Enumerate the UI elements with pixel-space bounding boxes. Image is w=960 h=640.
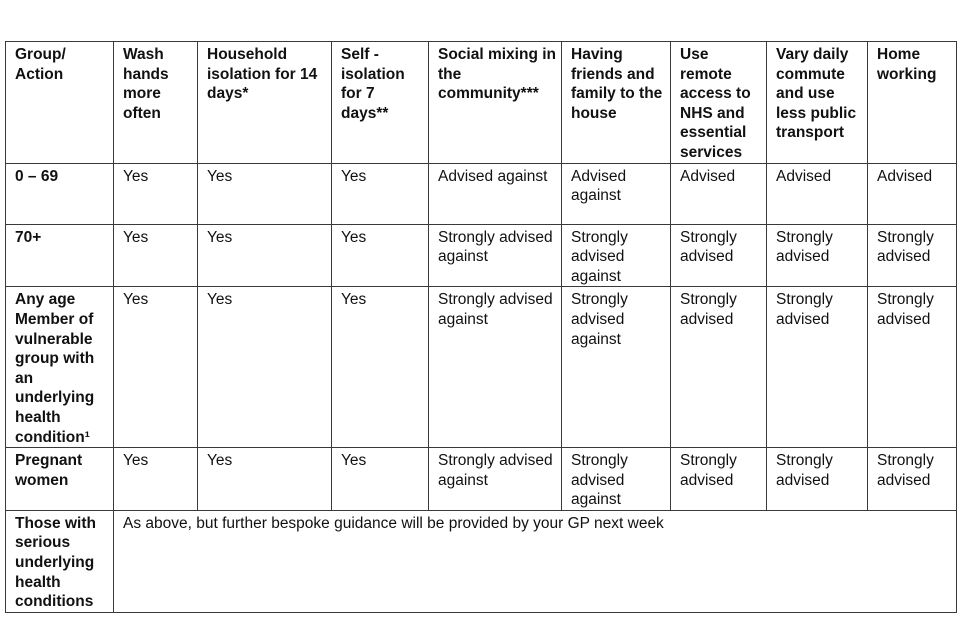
header-vary-commute: Vary daily commute and use less public transport (767, 42, 868, 164)
table-cell: Advised against (429, 163, 562, 224)
group-cell: Those with serious underlying health conditions (6, 510, 114, 612)
group-cell: Any age Member of vulnerable group with an underlying health condition¹ (6, 287, 114, 448)
table-cell: Yes (332, 163, 429, 224)
table-row (6, 510, 957, 612)
table-cell: Strongly advised (671, 224, 767, 287)
header-wash-hands: Wash hands more often (114, 42, 198, 164)
table-row (6, 224, 957, 287)
group-cell: 70+ (6, 224, 114, 287)
table-row (6, 287, 957, 448)
table-cell: Yes (114, 163, 198, 224)
table-cell: Strongly advised against (429, 224, 562, 287)
header-friends-family: Having friends and family to the house (562, 42, 671, 164)
table-cell: Strongly advised against (562, 287, 671, 448)
table-cell: Strongly advised (767, 448, 868, 511)
table-cell: Strongly advised (868, 448, 957, 511)
table-cell: Strongly advised (868, 224, 957, 287)
bespoke-guidance-cell: As above, but further bespoke guidance will be provided by your GP next week (114, 510, 957, 612)
header-remote-access: Use remote access to NHS and essential services (671, 42, 767, 164)
guidance-table (5, 41, 957, 613)
header-social-mixing: Social mixing in the community*** (429, 42, 562, 164)
table-cell: Yes (198, 163, 332, 224)
table-cell: Yes (198, 287, 332, 448)
table-cell: Strongly advised against (562, 224, 671, 287)
table-cell: Strongly advised against (429, 448, 562, 511)
table-cell: Yes (332, 448, 429, 511)
table-cell: Advised (868, 163, 957, 224)
table-cell: Yes (114, 287, 198, 448)
table-cell: Strongly advised (671, 448, 767, 511)
table-cell: Advised (767, 163, 868, 224)
table-cell: Yes (332, 287, 429, 448)
table-cell: Advised (671, 163, 767, 224)
table-cell: Strongly advised against (562, 448, 671, 511)
group-cell: 0 – 69 (6, 163, 114, 224)
group-cell: Pregnant women (6, 448, 114, 511)
table-cell: Yes (114, 448, 198, 511)
table-cell: Yes (198, 448, 332, 511)
table-cell: Strongly advised (868, 287, 957, 448)
table-row (6, 448, 957, 511)
table-cell: Yes (114, 224, 198, 287)
header-self-isolation: Self - isolation for 7 days** (332, 42, 429, 164)
table-cell: Yes (332, 224, 429, 287)
header-home-working: Home working (868, 42, 957, 164)
header-household-isolation: Household isolation for 14 days* (198, 42, 332, 164)
table-cell: Strongly advised (671, 287, 767, 448)
header-row (6, 42, 957, 164)
table-cell: Yes (198, 224, 332, 287)
table-cell: Strongly advised (767, 224, 868, 287)
table-cell: Strongly advised against (429, 287, 562, 448)
table-row (6, 163, 957, 224)
table-cell: Strongly advised (767, 287, 868, 448)
table-cell: Advised against (562, 163, 671, 224)
header-group-action: Group/ Action (6, 42, 114, 164)
